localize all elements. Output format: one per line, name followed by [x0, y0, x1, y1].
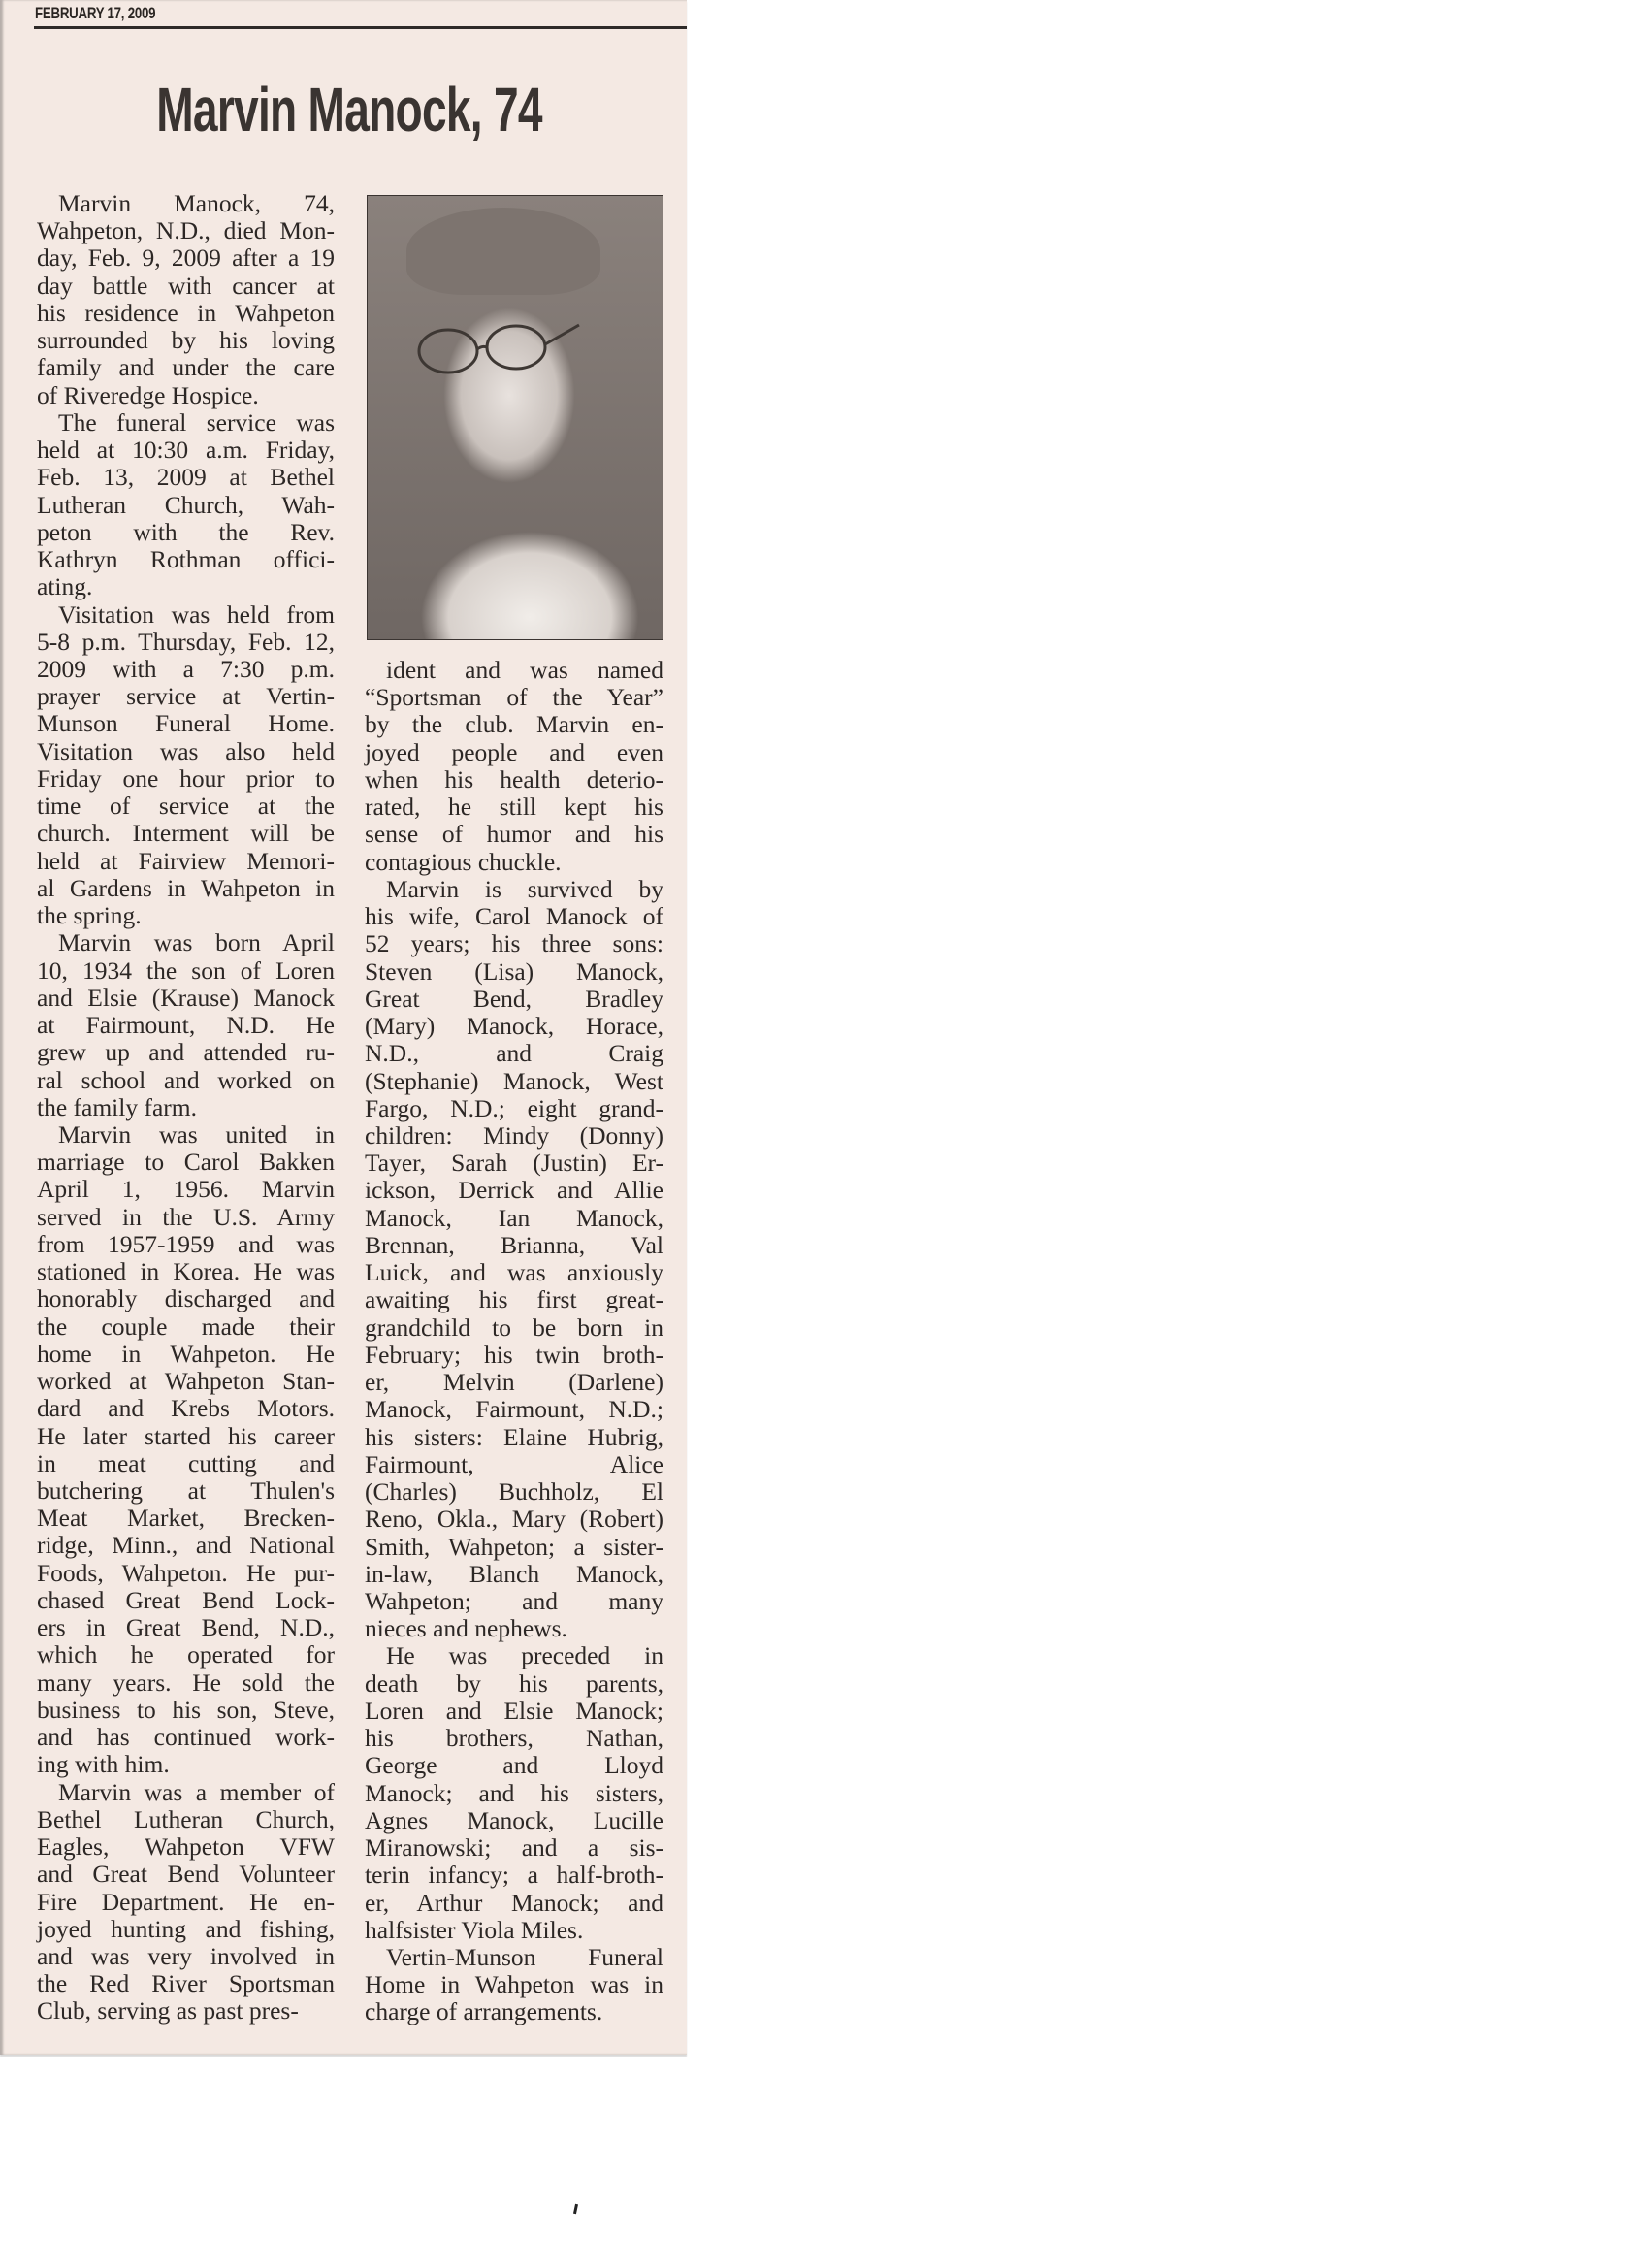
- text-line: Bethel Lutheran Church,: [37, 1804, 335, 1833]
- photo-hair: [406, 208, 600, 295]
- text-line: day, Feb. 9, 2009 after a 19: [37, 243, 335, 273]
- text-line: sense of humor and his: [365, 820, 663, 849]
- text-line: Wahpeton, N.D., died Mon-: [37, 216, 335, 245]
- text-line: peton with the Rev.: [37, 517, 335, 546]
- text-line: Fargo, N.D.; eight grand-: [365, 1093, 663, 1122]
- text-line: Visitation was also held: [37, 736, 335, 765]
- text-line: of Riveredge Hospice.: [37, 380, 259, 409]
- text-line: and was very involved in: [37, 1942, 335, 1970]
- text-line: in meat cutting and: [37, 1448, 335, 1477]
- text-line: Manock, Ian Manock,: [365, 1203, 663, 1232]
- text-line: Marvin was born April: [58, 928, 335, 957]
- text-line: grandchild to be born in: [365, 1312, 663, 1342]
- text-line: Steven (Lisa) Manock,: [365, 956, 663, 986]
- text-line: February; his twin broth-: [365, 1340, 663, 1369]
- text-line: from 1957-1959 and was: [37, 1229, 335, 1258]
- text-line: charge of arrangements.: [365, 1997, 603, 2026]
- text-line: Home in Wahpeton was in: [365, 1970, 663, 1999]
- text-line: when his health deterio-: [365, 764, 663, 794]
- text-line: Fairmount, Alice: [365, 1449, 663, 1478]
- text-line: in-law, Blanch Manock,: [365, 1559, 663, 1588]
- text-line: joyed people and even: [365, 737, 663, 766]
- text-line: death by his parents,: [365, 1669, 663, 1698]
- text-line: Foods, Wahpeton. He pur-: [37, 1558, 335, 1587]
- text-line: 5-8 p.m. Thursday, Feb. 12,: [37, 627, 335, 656]
- text-line: ickson, Derrick and Allie: [365, 1176, 663, 1205]
- text-line: which he operated for: [37, 1640, 335, 1669]
- text-line: grew up and attended ru-: [37, 1038, 335, 1067]
- text-line: day battle with cancer at: [37, 271, 335, 300]
- text-line: and Elsie (Krause) Manock: [37, 983, 335, 1012]
- text-line: Marvin Manock, 74,: [58, 189, 335, 217]
- text-column-left: [37, 190, 335, 2025]
- text-line: and has continued work-: [37, 1723, 335, 1752]
- text-line: He later started his career: [37, 1421, 335, 1450]
- newspaper-clipping: [0, 0, 687, 2055]
- text-line: Marvin was united in: [58, 1119, 335, 1149]
- text-line: Lutheran Church, Wah-: [37, 490, 335, 519]
- text-line: Fire Department. He en-: [37, 1887, 335, 1916]
- text-line: nieces and nephews.: [365, 1614, 567, 1643]
- text-line: surrounded by his loving: [37, 326, 335, 355]
- scan-mark: [573, 2204, 578, 2214]
- text-line: Munson Funeral Home.: [37, 709, 335, 738]
- text-line: 2009 with a 7:30 p.m.: [37, 654, 335, 683]
- text-line: at Fairmount, N.D. He: [37, 1011, 335, 1040]
- text-line: Vertin-Munson Funeral: [386, 1943, 663, 1972]
- text-line: Visitation was held from: [58, 599, 335, 629]
- text-line: Wahpeton; and many: [365, 1586, 663, 1615]
- text-line: Friday one hour prior to: [37, 763, 335, 793]
- text-line: Luick, and was anxiously: [365, 1258, 663, 1287]
- text-line: joyed hunting and fishing,: [37, 1914, 335, 1943]
- text-line: Marvin is survived by: [386, 874, 663, 903]
- text-line: his brothers, Nathan,: [365, 1724, 663, 1753]
- text-line: Marvin was a member of: [58, 1777, 335, 1806]
- text-line: awaiting his first great-: [365, 1285, 663, 1314]
- text-line: contagious chuckle.: [365, 847, 562, 876]
- text-line: The funeral service was: [58, 407, 335, 437]
- text-line: Agnes Manock, Lucille: [365, 1805, 663, 1834]
- text-line: Smith, Wahpeton; a sister-: [365, 1532, 663, 1561]
- text-line: ridge, Minn., and National: [37, 1531, 335, 1560]
- text-line: (Mary) Manock, Horace,: [365, 1012, 663, 1041]
- text-line: Kathryn Rothman offici-: [37, 545, 335, 574]
- text-line: chased Great Bend Lock-: [37, 1585, 335, 1614]
- text-line: honorably discharged and: [37, 1284, 335, 1313]
- obituary-title: Marvin Manock, 74: [156, 75, 542, 145]
- text-line: He was preceded in: [386, 1641, 663, 1670]
- text-line: Tayer, Sarah (Justin) Er-: [365, 1149, 663, 1178]
- text-line: his sisters: Elaine Hubrig,: [365, 1422, 663, 1451]
- text-line: his wife, Carol Manock of: [365, 902, 663, 931]
- text-line: dard and Krebs Motors.: [37, 1394, 335, 1423]
- text-line: George and Lloyd: [365, 1751, 663, 1780]
- text-line: Club, serving as past pres-: [37, 1996, 299, 2025]
- text-line: held at 10:30 a.m. Friday,: [37, 436, 335, 465]
- text-line: family and under the care: [37, 353, 335, 382]
- text-line: stationed in Korea. He was: [37, 1257, 335, 1286]
- text-line: rated, he still kept his: [365, 793, 663, 822]
- text-line: held at Fairview Memori-: [37, 846, 335, 875]
- text-line: by the club. Marvin en-: [365, 710, 663, 739]
- text-line: time of service at the: [37, 792, 335, 821]
- text-line: er, Melvin (Darlene): [365, 1368, 663, 1397]
- text-line: terin infancy; a half-broth-: [365, 1861, 663, 1890]
- text-line: marriage to Carol Bakken: [37, 1148, 335, 1177]
- text-line: the family farm.: [37, 1092, 197, 1121]
- text-line: “Sportsman of the Year”: [365, 683, 663, 712]
- text-line: N.D., and Craig: [365, 1039, 663, 1068]
- text-line: Loren and Elsie Manock;: [365, 1696, 663, 1725]
- text-line: 52 years; his three sons:: [365, 929, 663, 958]
- text-line: worked at Wahpeton Stan-: [37, 1367, 335, 1396]
- text-line: April 1, 1956. Marvin: [37, 1175, 335, 1204]
- text-line: (Stephanie) Manock, West: [365, 1066, 663, 1095]
- text-line: Meat Market, Brecken-: [37, 1504, 335, 1533]
- text-line: the spring.: [37, 901, 142, 930]
- text-line: Eagles, Wahpeton VFW: [37, 1832, 335, 1862]
- publication-date: FEBRUARY 17, 2009: [35, 4, 156, 22]
- text-line: 10, 1934 the son of Loren: [37, 956, 335, 985]
- text-line: Feb. 13, 2009 at Bethel: [37, 463, 335, 492]
- text-line: his residence in Wahpeton: [37, 298, 335, 327]
- text-line: Miranowski; and a sis-: [365, 1833, 663, 1863]
- text-line: er, Arthur Manock; and: [365, 1888, 663, 1917]
- text-line: ral school and worked on: [37, 1065, 335, 1094]
- text-line: and Great Bend Volunteer: [37, 1860, 335, 1889]
- text-line: halfsister Viola Miles.: [365, 1915, 584, 1944]
- text-line: Reno, Okla., Mary (Robert): [365, 1505, 663, 1534]
- text-line: Manock, Fairmount, N.D.;: [365, 1395, 663, 1424]
- text-line: the couple made their: [37, 1312, 335, 1341]
- text-line: butchering at Thulen's: [37, 1476, 335, 1506]
- text-line: Brennan, Brianna, Val: [365, 1230, 663, 1259]
- text-line: home in Wahpeton. He: [37, 1339, 335, 1368]
- text-line: ident and was named: [386, 656, 663, 684]
- text-line: (Charles) Buchholz, El: [365, 1477, 663, 1507]
- text-line: al Gardens in Wahpeton in: [37, 873, 335, 902]
- header-rule: [34, 26, 687, 29]
- text-line: prayer service at Vertin-: [37, 682, 335, 711]
- text-line: business to his son, Steve,: [37, 1695, 335, 1724]
- text-line: Great Bend, Bradley: [365, 984, 663, 1013]
- text-line: ers in Great Bend, N.D.,: [37, 1613, 335, 1642]
- text-line: church. Interment will be: [37, 819, 335, 848]
- text-line: served in the U.S. Army: [37, 1202, 335, 1231]
- portrait-photo: [367, 195, 663, 640]
- photo-glasses: [395, 320, 589, 378]
- text-line: many years. He sold the: [37, 1668, 335, 1697]
- text-line: children: Mindy (Donny): [365, 1120, 663, 1150]
- text-column-right: [365, 657, 663, 2026]
- text-line: the Red River Sportsman: [37, 1969, 335, 1998]
- text-line: ing with him.: [37, 1750, 170, 1779]
- text-line: Manock; and his sisters,: [365, 1778, 663, 1807]
- text-line: ating.: [37, 572, 93, 601]
